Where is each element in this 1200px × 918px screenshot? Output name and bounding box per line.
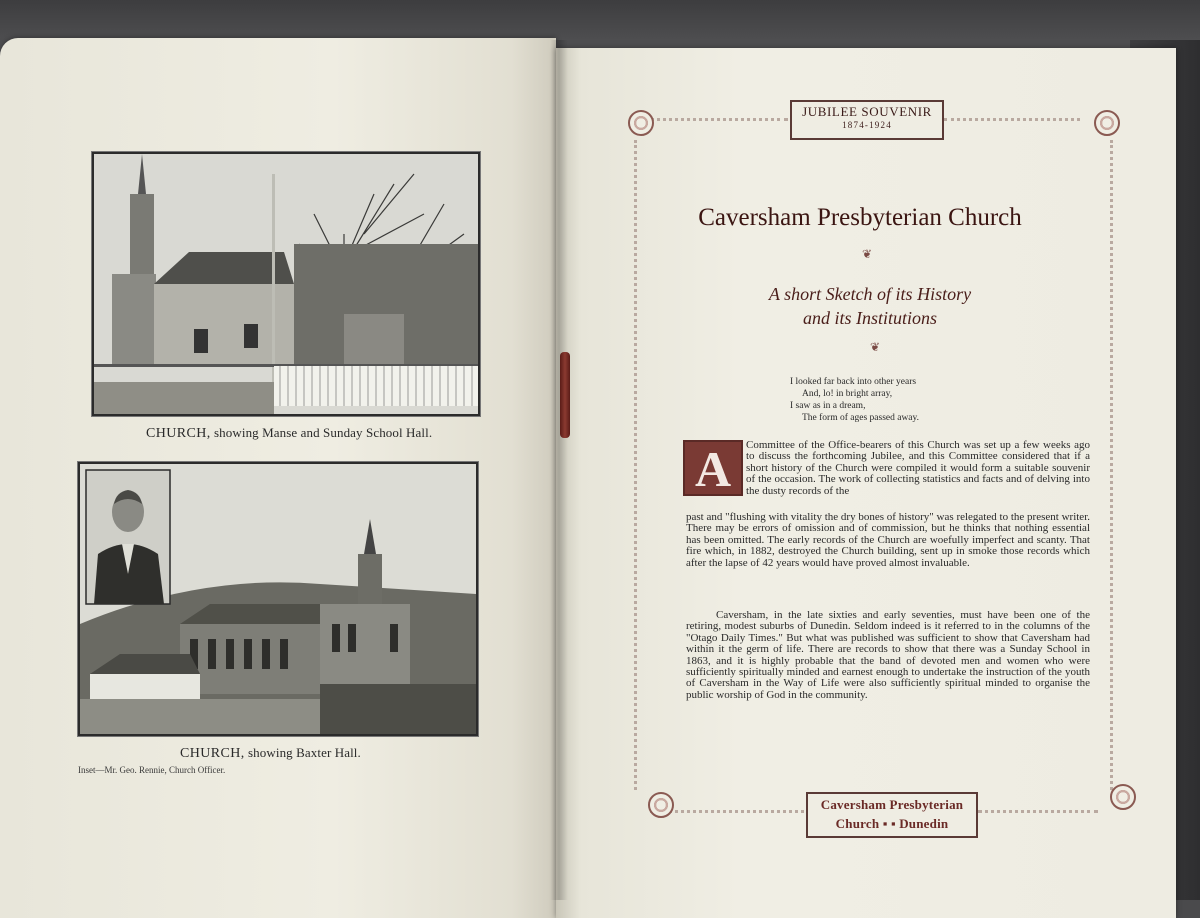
paragraph-2: Caversham, in the late sixties and early seventies, must have been one of the retiring, modest suburbs of Dunedin. Seldom indeed is it referred to in the columns of the "Otago Daily Times." But what was published was sufficient to show that Caversham had within it the germ of life. There are records to show that there was a Sunday School in 1863, and it is highly probable that the band of devoted men and women who were sufficiently spiritually minded and earnest enough to undertake the instruction of the youth of Caversham in the Way of Life were also sufficiently spiritual minded to organise the public worship of God in the community. [686,609,1090,701]
footer-line-2: Church ▪ ▪ Dunedin [835,816,949,831]
border-bottom-right [978,810,1098,813]
flourish-icon: ❦ [870,340,881,354]
paragraph-1-rest: past and "flushing with vitality the dry bones of history" was relegated to the present writer. There may be errors of omission and of commission, but he thinks that nothing essential has been omitted. The early records of the Church are woefully imperfect and scanty. That fire which, in 1882, destroyed the Church building, sent up in smoke those records which after the lapse of 42 years would have proved almost invaluable. [686,511,1090,569]
photo2-caption-strong: CHURCH, [180,746,245,761]
book-spine [550,40,568,900]
photo1-caption [146,425,432,442]
border-left [634,140,637,790]
church-manse-photo [92,152,480,416]
border-top-left [650,118,788,121]
page-subtitle [690,282,1050,330]
church-baxter-hall-photo [78,462,478,736]
church-manse-illustration [94,154,478,414]
header-title: JUBILEE SOUVENIR [802,104,932,119]
corner-ornament-icon [628,110,654,136]
corner-ornament-icon [1094,110,1120,136]
photo2-caption [180,745,361,762]
border-top-right [944,118,1080,121]
paragraph-1-start: Committee of the Office-bearers of this Church was set up a few weeks ago to discuss the forthcoming Jubilee, and this Committee considered that if a short history of the Church were compiled it would form a suitable souvenir of the occasion. The work of collecting statistics and facts and of delving into the dusty records of the [746,439,1090,497]
inset-note: Inset—Mr. Geo. Rennie, Church Officer. [78,765,226,775]
poem-line: I looked far back into other years [790,377,917,387]
header-years: 1874-1924 [842,120,892,130]
drop-cap: A [683,440,743,496]
binding-ribbon [560,352,570,438]
corner-ornament-icon [1110,784,1136,810]
footer-line-1: Caversham Presbyterian [820,797,964,812]
photo2-caption-rest: showing Baxter Hall. [244,745,361,760]
poem-line: And, lo! in bright array, [802,389,893,399]
photo1-caption-rest: showing Manse and Sunday School Hall. [210,425,433,440]
poem-line: The form of ages passed away. [802,413,920,423]
church-baxter-hall-illustration [80,464,476,734]
border-bottom-left [650,810,804,813]
subtitle-line-1: A short Sketch of its History [768,284,972,304]
page-title: Caversham Presbyterian Church [698,204,1022,231]
jubilee-header [790,100,944,140]
photo1-caption-strong: CHURCH, [146,426,211,441]
border-right [1110,140,1113,790]
church-footer-label [806,792,978,838]
epigraph-poem [790,376,919,424]
corner-ornament-icon [648,792,674,818]
flourish-icon: ❦ [862,247,873,261]
subtitle-line-2: and its Institutions [802,308,937,328]
poem-line: I saw as in a dream, [790,401,866,411]
